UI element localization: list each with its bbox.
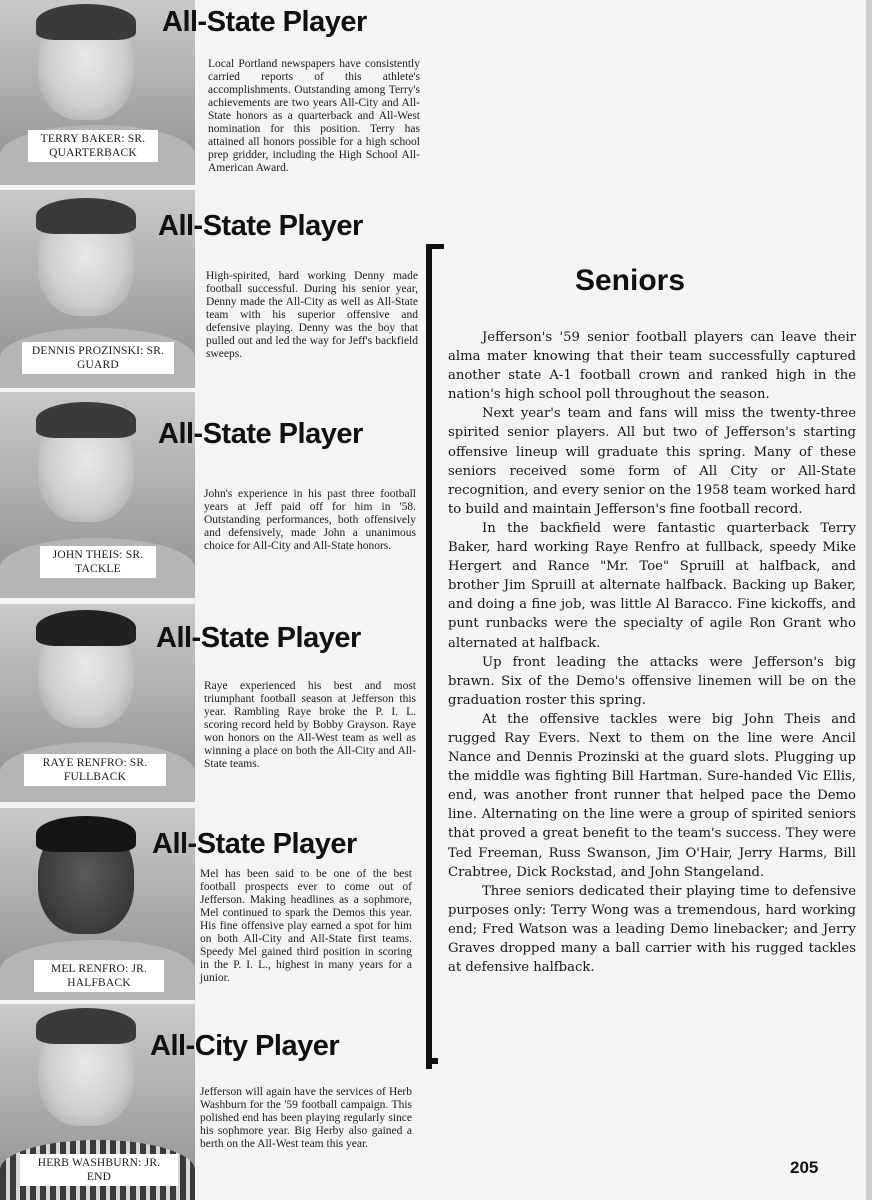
caption-position: QUARTERBACK xyxy=(49,147,137,159)
page-number: 205 xyxy=(790,1158,819,1177)
seniors-paragraph: Next year's team and fans will miss the twenty-three spirited senior players. All but two of Jefferson's starting offensive lineup will graduate this spring. Many of these seniors received some form of All City or All-State recognition, and every senior on the 1958 team worked hard to build and maintain Jefferson's fine football record. xyxy=(448,406,856,517)
caption-name: TERRY BAKER: SR. xyxy=(40,133,146,145)
player-block-raye-renfro xyxy=(0,604,430,808)
player-caption xyxy=(22,342,174,374)
player-hair xyxy=(36,402,136,438)
player-heading: All-State Player xyxy=(156,622,361,654)
player-blurb: John's experience in his past three football years at Jeff paid off for him in '58. Outstanding performances, both offensively and defensively, made John a unanimous choice for All-City and All-State honors. xyxy=(204,488,416,552)
seniors-bracket xyxy=(426,244,444,1069)
player-heading: All-State Player xyxy=(158,418,363,450)
player-heading: All-State Player xyxy=(158,210,363,242)
player-block-terry-baker xyxy=(0,0,430,190)
caption-name: HERB WASHBURN: JR. xyxy=(37,1157,161,1169)
player-block-mel-renfro xyxy=(0,808,430,1004)
seniors-paragraph: In the backfield were fantastic quarterback Terry Baker, hard working Raye Renfro at fullback, speedy Mike Hergert and Rance "Mr. Toe" Spruill at halfback, and brother Jim Spruill at alternate halfback. Backing up Baker, and doing a fine job, was little Al Baracco. Fine kickoffs, and punt runbacks were the specialty of agile Ron Grant who alternated at halfback. xyxy=(448,520,856,651)
player-caption xyxy=(40,546,156,578)
player-hair xyxy=(36,198,136,234)
player-blurb: High-spirited, hard working Denny made football successful. During his senior year, Denny made the All-City as well as All-State team with his superior offensive and defensive playing. Denny was the boy that pulled out and led the way for Jeff's backfield sweeps. xyxy=(206,270,418,360)
caption-position: FULLBACK xyxy=(63,771,127,783)
caption-name: DENNIS PROZINSKI: SR. xyxy=(31,345,165,357)
seniors-article xyxy=(448,328,856,977)
player-heading: All-State Player xyxy=(162,6,367,38)
seniors-paragraph: Up front leading the attacks were Jefferson's big brawn. Six of the Demo's offensive linemen will be on the graduation roster this spring. xyxy=(448,654,856,708)
seniors-bracket-foot xyxy=(426,1058,438,1064)
player-hair xyxy=(36,4,136,40)
player-block-dennis-prozinski xyxy=(0,190,430,390)
caption-position: TACKLE xyxy=(75,563,121,575)
caption-position: GUARD xyxy=(77,359,119,371)
player-blurb: Local Portland newspapers have consistently carried reports of this athlete's accomplishments. Outstanding among Terry's achievements are two years All-City and All-State honors as a quarterback and All-West nomination for this position. Terry has attained all honors possible for a high school prep gridder, including the High School All-American Award. xyxy=(208,58,420,174)
player-caption xyxy=(24,754,166,786)
player-blurb: Mel has been said to be one of the best football prospects ever to come out of Jefferson. Making headlines as a sophmore, Mel continued to spark the Demos this year. His fine offensive play earned a spot for him on both All-City and All-State first teams. Speedy Mel gained third position in scoring in the P. I. L., highest in many years for a junior. xyxy=(200,868,412,984)
seniors-title: Seniors xyxy=(574,264,686,297)
player-hair xyxy=(36,1008,136,1044)
caption-position: HALFBACK xyxy=(67,977,131,989)
player-caption xyxy=(20,1154,178,1186)
caption-name: JOHN THEIS: SR. xyxy=(52,549,144,561)
player-hair xyxy=(36,816,136,852)
seniors-paragraph: Jefferson's '59 senior football players can leave their alma mater knowing that their team successfully captured another state A-1 football crown and ranked high in the nation's high school poll throughout the season. xyxy=(448,330,856,403)
player-block-herb-washburn xyxy=(0,1004,430,1200)
seniors-paragraph: Three seniors dedicated their playing time to defensive purposes only: Terry Wong was a tremendous, hard working end; Fred Watson was a leading Demo linebacker; and Jerry Graves dropped many a ball carrier with his rugged tackles at defensive halfback. xyxy=(448,883,856,976)
player-heading: All-State Player xyxy=(152,828,357,860)
caption-name: MEL RENFRO: JR. xyxy=(50,963,148,975)
seniors-paragraph: At the offensive tackles were big John Theis and rugged Ray Evers. Next to them on the line were Ancil Nance and Dennis Prozinski at the guard slots. Plugging up the middle was fighting Bill Hartman. Sure-handed Vic Ellis, end, was another front runner that helped pace the Demo line. Alternating on the line were a group of spirited seniors that proved a great benefit to the team's success. They were Ted Freeman, Russ Swanson, Jim O'Hair, Jerry Harms, Bill Crabtree, Dick Rockstad, and John Stangeland. xyxy=(448,711,856,880)
player-heading: All-City Player xyxy=(150,1030,340,1062)
player-caption xyxy=(28,130,158,162)
player-caption xyxy=(34,960,164,992)
caption-position: END xyxy=(86,1171,112,1183)
caption-name: RAYE RENFRO: SR. xyxy=(42,757,148,769)
page-edge-shadow xyxy=(866,0,872,1200)
player-blurb: Raye experienced his best and most triumphant football season at Jefferson this year. Rambling Raye broke the P. I. L. scoring record held by Bobby Grayson. Raye won honors on the All-West team as well as winning a place on both the All-City and All-State teams. xyxy=(204,680,416,770)
player-blurb: Jefferson will again have the services of Herb Washburn for the '59 football campaign. This polished end has been playing regularly since his sophmore year. Big Herby also gained a berth on the All-West team this year. xyxy=(200,1086,412,1150)
player-block-john-theis xyxy=(0,392,430,604)
player-hair xyxy=(36,610,136,646)
